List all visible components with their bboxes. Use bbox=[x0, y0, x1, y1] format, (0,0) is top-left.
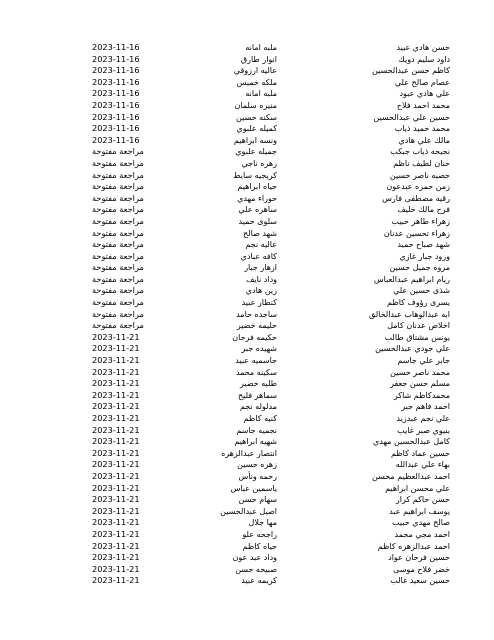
record-related-person: زهره ناجي bbox=[241, 158, 277, 168]
record-row bbox=[0, 135, 494, 147]
record-name: احمد عبدالزهره كاظم bbox=[377, 541, 450, 551]
record-date: 2023-11-21 bbox=[92, 389, 140, 400]
record-name: احمد مجي محمد bbox=[394, 529, 450, 539]
record-name: يوسف ابراهيم عبد bbox=[389, 506, 450, 516]
record-row bbox=[0, 343, 494, 355]
record-related-person: رحمه ونأس bbox=[238, 471, 277, 481]
record-related-person: حكيمه فرحان bbox=[232, 332, 277, 342]
record-date: 2023-11-21 bbox=[92, 447, 140, 458]
record-name: علي محسن ابراهيم bbox=[385, 483, 450, 493]
record-name: حسين سعيد غالب bbox=[390, 576, 450, 586]
record-name: عصام صالح علي bbox=[394, 77, 450, 87]
record-related-person: ازهار جبار bbox=[244, 263, 277, 273]
record-related-person: راجحه علو bbox=[242, 529, 277, 539]
record-name: علي جودي عبدالحسين bbox=[375, 344, 450, 354]
record-name: حصيه ناصر حسين bbox=[389, 170, 450, 180]
record-related-person: ملبه امانه bbox=[245, 89, 277, 99]
record-name: اخلاص عدنان كامل bbox=[387, 321, 450, 331]
record-related-person: كافه عبادي bbox=[240, 251, 277, 261]
record-related-person: سلوى حميد bbox=[238, 216, 277, 226]
record-related-person: شهد صالح bbox=[243, 228, 277, 238]
record-name: كامل عبدالحسين مهدي bbox=[373, 437, 450, 447]
record-status: مراجعة مفتوحة bbox=[92, 239, 144, 250]
record-status: مراجعة مفتوحة bbox=[92, 320, 144, 331]
record-date: 2023-11-21 bbox=[92, 401, 140, 412]
record-name: حسين عماد كاظم bbox=[390, 448, 450, 458]
record-name: بنيوي صبر غايب bbox=[397, 425, 450, 435]
record-related-person: نجميه جاسم bbox=[236, 425, 277, 435]
record-name: رقيه مصطفى فارس bbox=[382, 193, 450, 203]
record-row bbox=[0, 564, 494, 576]
record-related-person: ساهره علي bbox=[238, 205, 277, 215]
record-related-person: كريجيه سايط bbox=[233, 170, 277, 180]
record-date: 2023-11-21 bbox=[92, 470, 140, 481]
record-related-person: سهام حسن bbox=[238, 495, 277, 505]
record-related-person: اصيل عبدالحسين bbox=[220, 506, 277, 516]
record-date: 2023-11-21 bbox=[92, 331, 140, 342]
record-name: مسلم حسن جعفر bbox=[390, 379, 450, 389]
record-related-person: حياه ابراهيم bbox=[237, 182, 277, 192]
record-date: 2023-11-21 bbox=[92, 540, 140, 551]
record-date: 2023-11-21 bbox=[92, 413, 140, 423]
record-name: شذى حسين علي bbox=[393, 286, 450, 296]
record-name: يونس مشتاق طالب bbox=[384, 332, 450, 342]
record-related-person: صبيحه حسن bbox=[235, 564, 277, 574]
record-related-person: عاليه ارزوقي bbox=[233, 66, 277, 76]
record-date: 2023-11-16 bbox=[92, 134, 140, 145]
record-status: مراجعة مفتوحة bbox=[92, 181, 144, 192]
record-row bbox=[0, 193, 494, 205]
record-row bbox=[0, 42, 494, 54]
record-related-person: ونسه ابراهيم bbox=[233, 135, 277, 145]
record-name: احمد عبدالعظيم محسن bbox=[372, 471, 450, 481]
record-related-person: ساجده حامد bbox=[236, 309, 277, 319]
record-related-person: ياسمين عباس bbox=[230, 483, 277, 493]
record-related-person: مها جلال bbox=[248, 518, 277, 528]
record-name: حسين علي عبدالحسين bbox=[373, 112, 450, 122]
record-row bbox=[0, 65, 494, 77]
record-row bbox=[0, 54, 494, 66]
record-name: ورود جبار غازي bbox=[399, 251, 450, 261]
record-row bbox=[0, 320, 494, 332]
record-date: 2023-11-16 bbox=[92, 76, 140, 87]
record-row bbox=[0, 448, 494, 460]
record-row bbox=[0, 309, 494, 321]
record-date: 2023-11-16 bbox=[92, 65, 140, 76]
record-row bbox=[0, 367, 494, 379]
record-row bbox=[0, 274, 494, 286]
record-related-person: ملبه امانه bbox=[245, 43, 277, 52]
record-related-person: زهره حسين bbox=[237, 460, 277, 470]
record-row bbox=[0, 146, 494, 158]
record-row bbox=[0, 529, 494, 541]
record-row bbox=[0, 158, 494, 170]
record-name: يسرى رؤوف كاظم bbox=[387, 298, 450, 308]
record-related-person: كميله علبوي bbox=[236, 124, 277, 134]
record-related-person: منيره سلمان bbox=[234, 100, 277, 110]
record-row bbox=[0, 170, 494, 182]
record-status: مراجعة مفتوحة bbox=[92, 227, 144, 238]
record-related-person: سكينه محمد bbox=[235, 367, 277, 377]
record-related-person: طليه خضير bbox=[240, 379, 277, 389]
record-row bbox=[0, 517, 494, 529]
record-row bbox=[0, 413, 494, 425]
record-status: مراجعة مفتوحة bbox=[92, 285, 144, 296]
record-date: 2023-11-21 bbox=[92, 378, 140, 389]
record-row bbox=[0, 204, 494, 216]
record-related-person: مدلوله نجم bbox=[239, 402, 277, 412]
record-row bbox=[0, 401, 494, 413]
record-name: علي هادي عبود bbox=[399, 89, 450, 99]
record-date: 2023-11-21 bbox=[92, 424, 140, 435]
record-row bbox=[0, 285, 494, 297]
record-status: مراجعة مفتوحة bbox=[92, 215, 144, 226]
record-row bbox=[0, 575, 494, 587]
record-related-person: ملكه خميس bbox=[236, 77, 277, 87]
record-related-person: حياه كاظم bbox=[242, 541, 277, 551]
record-row bbox=[0, 390, 494, 402]
record-name: زهراء طاهر حبيب bbox=[391, 216, 450, 226]
record-name: صالح مهدي حبيب bbox=[392, 518, 450, 528]
record-row bbox=[0, 355, 494, 367]
record-status: مراجعة مفتوحة bbox=[92, 146, 144, 157]
record-row bbox=[0, 88, 494, 100]
record-row bbox=[0, 112, 494, 124]
record-row bbox=[0, 100, 494, 112]
record-related-person: كنطار عبيد bbox=[241, 298, 277, 308]
record-date: 2023-11-21 bbox=[92, 436, 140, 447]
record-date: 2023-11-21 bbox=[92, 459, 140, 470]
record-name: بهاء علي عبدالله bbox=[395, 460, 450, 470]
record-name: علي نجم عبدزيد bbox=[396, 414, 450, 423]
record-date: 2023-11-16 bbox=[92, 111, 140, 122]
record-related-person: جاسميه عبيد bbox=[235, 356, 277, 366]
record-name: شهد صباح حميد bbox=[397, 240, 450, 250]
record-name: خضر فلاح موسى bbox=[393, 564, 450, 574]
record-date: 2023-11-21 bbox=[92, 355, 140, 366]
record-row bbox=[0, 552, 494, 564]
record-row bbox=[0, 506, 494, 518]
record-name: محمد ناصر حسين bbox=[390, 367, 450, 377]
record-row bbox=[0, 378, 494, 390]
record-name: زمن حمزه عبدعون bbox=[386, 182, 450, 192]
record-name: محمدكاظم شاكر bbox=[393, 390, 450, 400]
record-related-person: سكنه حسين bbox=[236, 112, 277, 122]
record-status: مراجعة مفتوحة bbox=[92, 273, 144, 284]
record-status: مراجعة مفتوحة bbox=[92, 157, 144, 168]
record-row bbox=[0, 77, 494, 89]
record-date: 2023-11-21 bbox=[92, 575, 140, 586]
record-date: 2023-11-21 bbox=[92, 528, 140, 539]
record-row bbox=[0, 181, 494, 193]
record-row bbox=[0, 541, 494, 553]
record-related-person: وداد عبد عون bbox=[232, 553, 277, 563]
record-row bbox=[0, 123, 494, 135]
record-related-person: حوراء مهدي bbox=[237, 193, 277, 203]
record-date: 2023-11-21 bbox=[92, 505, 140, 516]
record-related-person: انوار طارق bbox=[240, 54, 277, 64]
record-name: حسن هادي عبيد bbox=[396, 43, 450, 52]
record-date: 2023-11-21 bbox=[92, 552, 140, 563]
record-name: كاظم حسن عبدالحسين bbox=[371, 66, 450, 76]
record-name: مروه جميل حسين bbox=[389, 263, 450, 273]
record-row bbox=[0, 251, 494, 263]
record-name: حسين فرحان عواد bbox=[388, 553, 450, 563]
record-status: مراجعة مفتوحة bbox=[92, 204, 144, 215]
record-date: 2023-11-21 bbox=[92, 482, 140, 493]
record-name: ابه عبدالوهاب عبدالخالق bbox=[369, 309, 450, 319]
record-row bbox=[0, 297, 494, 309]
record-name: محمد احمد فلاح bbox=[396, 100, 450, 110]
record-name: زهراء تحسين عدنان bbox=[383, 228, 450, 238]
record-row bbox=[0, 262, 494, 274]
record-name: حسن حاكم كرار bbox=[395, 495, 450, 505]
record-name: نجيحه ذياب جبكب bbox=[390, 147, 450, 157]
record-status: مراجعة مفتوحة bbox=[92, 297, 144, 308]
record-row bbox=[0, 436, 494, 448]
record-related-person: زين هادي bbox=[245, 286, 277, 296]
record-row bbox=[0, 216, 494, 228]
record-row bbox=[0, 425, 494, 437]
record-date: 2023-11-21 bbox=[92, 366, 140, 377]
records-list bbox=[0, 42, 494, 587]
record-name: حنان لطيف ناظم bbox=[393, 158, 450, 168]
record-date: 2023-11-16 bbox=[92, 99, 140, 110]
record-related-person: وداد نايف bbox=[246, 274, 277, 284]
record-row bbox=[0, 471, 494, 483]
record-name: جابر علي جاسم bbox=[397, 356, 450, 366]
record-row bbox=[0, 459, 494, 471]
record-related-person: عاليه نجم bbox=[245, 240, 277, 250]
record-related-person: انتصار عبدالزهره bbox=[221, 448, 277, 458]
record-date: 2023-11-16 bbox=[92, 53, 140, 64]
record-related-person: سماهر فليح bbox=[238, 390, 277, 400]
record-date: 2023-11-21 bbox=[92, 494, 140, 505]
record-related-person: حليمه خضير bbox=[236, 321, 277, 331]
record-date: 2023-11-16 bbox=[92, 123, 140, 134]
record-date: 2023-11-16 bbox=[92, 42, 140, 52]
record-date: 2023-11-21 bbox=[92, 343, 140, 354]
record-related-person: شهيده جبر bbox=[241, 344, 277, 354]
record-date: 2023-11-21 bbox=[92, 517, 140, 528]
record-status: مراجعة مفتوحة bbox=[92, 262, 144, 273]
record-related-person: شهيه ابراهيم bbox=[234, 437, 277, 447]
record-name: مالك علي هادي bbox=[398, 135, 450, 145]
record-status: مراجعة مفتوحة bbox=[92, 169, 144, 180]
record-related-person: كنيه كاظم bbox=[243, 414, 277, 423]
record-status: مراجعة مفتوحة bbox=[92, 250, 144, 261]
record-name: محمد حميد ذياب bbox=[394, 124, 450, 134]
record-related-person: كريمه عبيد bbox=[241, 576, 277, 586]
record-name: داود سليم دويك bbox=[398, 54, 450, 64]
record-row bbox=[0, 332, 494, 344]
record-status: مراجعة مفتوحة bbox=[92, 308, 144, 319]
record-row bbox=[0, 494, 494, 506]
record-name: احمد فاهم جبر bbox=[401, 402, 450, 412]
record-name: ريام ابراهيم عبدالعباس bbox=[373, 274, 450, 284]
record-row bbox=[0, 228, 494, 240]
record-related-person: جميله علبوي bbox=[235, 147, 277, 157]
record-date: 2023-11-16 bbox=[92, 88, 140, 99]
record-date: 2023-11-21 bbox=[92, 563, 140, 574]
record-name: فرح مالك خليف bbox=[397, 205, 450, 215]
record-row bbox=[0, 239, 494, 251]
record-row bbox=[0, 483, 494, 495]
record-status: مراجعة مفتوحة bbox=[92, 192, 144, 203]
